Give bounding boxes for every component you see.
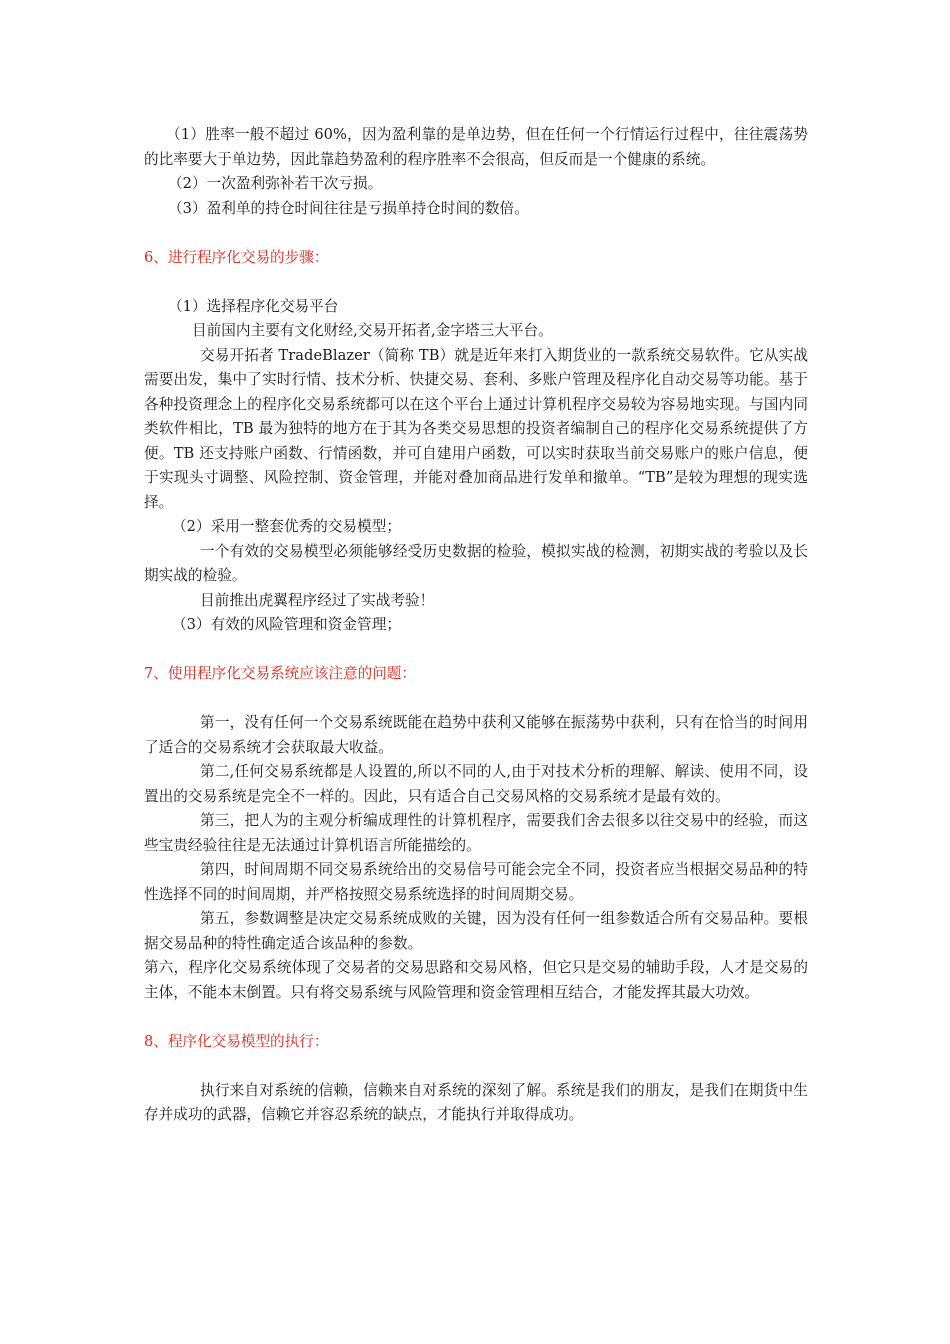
paragraph: 第六，程序化交易系统体现了交易者的交易思路和交易风格，但它只是交易的辅助手段，人才是交易的主体，不能本末倒置。只有将交易系统与风险管理和资金管理相互结合，才能发挥其最大功效。: [144, 959, 808, 1001]
paragraph: 第四，时间周期不同交易系统给出的交易信号可能会完全不同，投资者应当根据交易品种的特性选择不同的时间周期，并严格按照交易系统选择的时间周期交易。: [144, 861, 808, 903]
spacer: [144, 638, 808, 663]
paragraph: 一个有效的交易模型必须能够经受历史数据的检验，模拟实战的检测，初期实战的考验以及长期实战的检验。: [144, 542, 808, 584]
spacer: [144, 1005, 808, 1030]
paragraph: 目前推出虎翼程序经过了实战考验！: [200, 591, 435, 609]
section-heading: 7、使用程序化交易系统应该注意的问题：: [144, 665, 416, 682]
paragraph: 交易开拓者 TradeBlazer（简称 TB）就是近年来打入期货业的一款系统交易软件。它从实战需要出发，集中了实时行情、技术分析、快捷交易、套利、多账户管理及程序化自动交易等功能。基于各种投资理念上的程序化交易系统都可以在这个平台上通过计算机程序交易较为容易地实现。与国内同类软件相比，TB 最为独特的地方在于其为各类交易思想的投资者编制自己的程序化交易系统提供了方便。TB 还支持账户函数、行情函数，并可自建用户函数，可以实时获取当前交易账户的账户信息，便于实现头寸调整、风险控制、资金管理，并能对叠加商品进行发单和撤单。“TB”是较为理想的现实选择。: [144, 346, 808, 511]
section-heading: 8、程序化交易模型的执行：: [144, 1032, 329, 1050]
spacer: [144, 687, 808, 712]
spacer: [144, 270, 808, 295]
paragraph: 执行来自对系统的信赖，信赖来自对系统的深刻了解。系统是我们的朋友，是我们在期货中生存并成功的武器，信赖它并容忍系统的缺点，才能执行并取得成功。: [144, 1081, 808, 1123]
section-heading: 6、进行程序化交易的步骤：: [144, 248, 329, 266]
paragraph: 第三，把人为的主观分析编成理性的计算机程序，需要我们舍去很多以往交易中的经验，而这些宝贵经验往往是无法通过计算机语言所能描绘的。: [144, 812, 808, 854]
paragraph: 第一，没有任何一个交易系统既能在趋势中获利又能够在振荡势中获利，只有在恰当的时间用了适合的交易系统才会获取最大收益。: [144, 714, 808, 756]
paragraph: 第五，参数调整是决定交易系统成败的关键，因为没有任何一组参数适合所有交易品种。要根据交易品种的特性确定适合该品种的参数。: [144, 910, 808, 952]
spacer: [144, 221, 808, 246]
list-item-title: （3）有效的风险管理和资金管理；: [172, 616, 401, 633]
paragraph: 目前国内主要有文化财经,交易开拓者,金字塔三大平台。: [192, 322, 553, 339]
list-item: （2）一次盈利弥补若干次亏损。: [168, 175, 383, 192]
list-item: （1）胜率一般不超过 60%，因为盈利靠的是单边势，但在任何一个行情运行过程中，往往震荡势的比率要大于单边势，因此靠趋势盈利的程序胜率不会很高，但反而是一个健康的系统。: [144, 126, 808, 168]
paragraph: 第二,任何交易系统都是人设置的,所以不同的人,由于对技术分析的理解、解读、使用不同，设置出的交易系统是完全不一样的。因此，只有适合自己交易风格的交易系统才是最有效的。: [144, 763, 808, 805]
list-item-title: （2）采用一整套优秀的交易模型；: [172, 518, 401, 535]
document-page: [144, 123, 808, 1128]
spacer: [144, 1054, 808, 1079]
list-item-title: （1）选择程序化交易平台: [168, 297, 339, 315]
list-item: （3）盈利单的持仓时间往往是亏损单持仓时间的数倍。: [168, 199, 529, 217]
